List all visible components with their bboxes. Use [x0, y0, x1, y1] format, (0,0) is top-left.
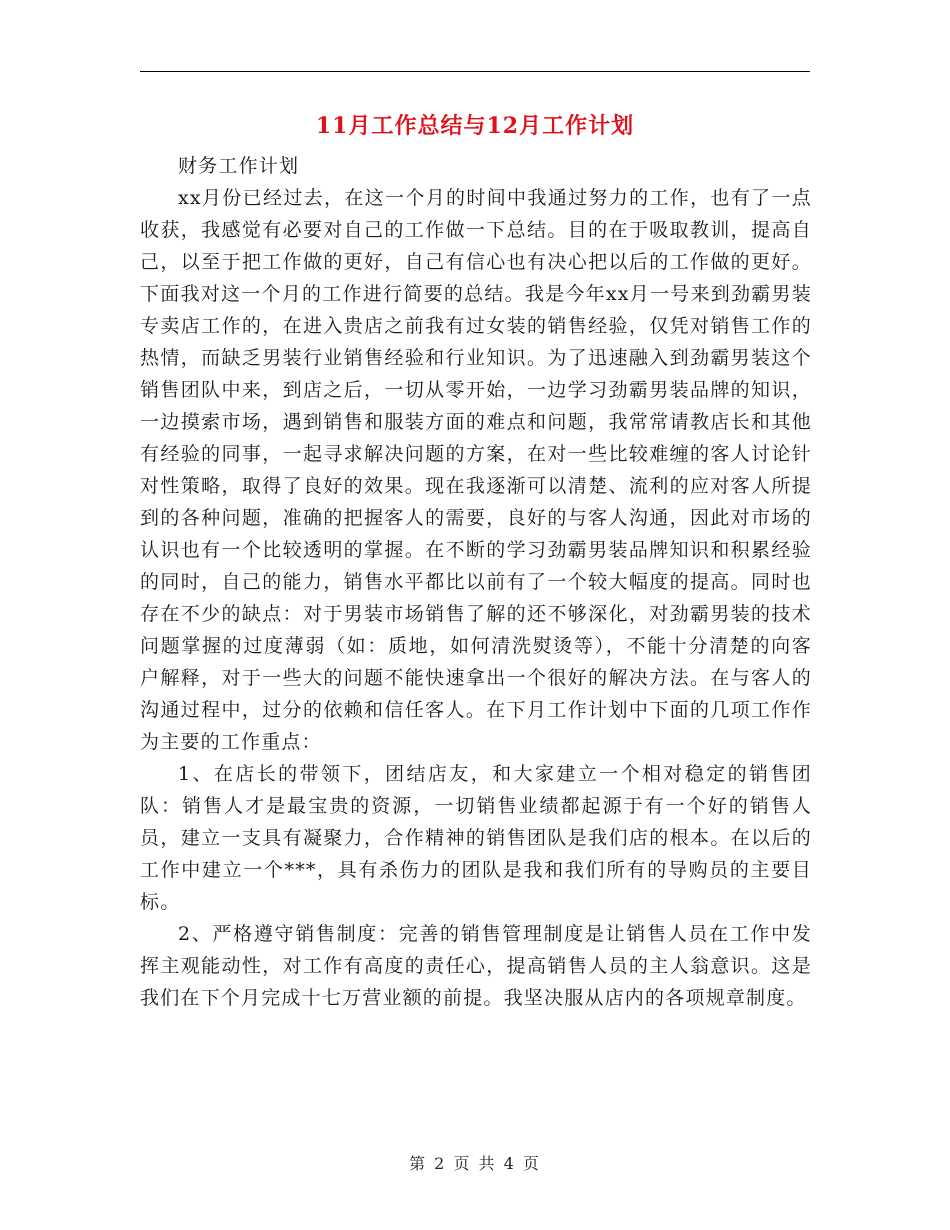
document-title: 11月工作总结与12月工作计划: [315, 113, 635, 139]
page-number-footer: 第 2 页 共 4 页: [409, 1154, 541, 1173]
section-heading: 财务工作计划: [178, 155, 300, 177]
document-body: [140, 150, 812, 1014]
body-paragraph-summary: xx月份已经过去，在这一个月的时间中我通过努力的工作，也有了一点收获，我感觉有必要对自己的工作做一下总结。目的在于吸取教训，提高自己，以至于把工作做的更好，自己有信心也有决心把以后的工作做的更好。下面我对这一个月的工作进行简要的总结。我是今年xx月一号来到劲霸男装专卖店工作的，在进入贵店之前我有过女装的销售经验，仅凭对销售工作的热情，而缺乏男装行业销售经验和行业知识。为了迅速融入到劲霸男装这个销售团队中来，到店之后，一切从零开始，一边学习劲霸男装品牌的知识，一边摸索市场，遇到销售和服装方面的难点和问题，我常常请教店长和其他有经验的同事，一起寻求解决问题的方案，在对一些比较难缠的客人讨论针对性策略，取得了良好的效果。现在我逐渐可以清楚、流利的应对客人所提到的各种问题，准确的把握客人的需要，良好的与客人沟通，因此对市场的认识也有一个比较透明的掌握。在不断的学习劲霸男装品牌知识和积累经验的同时，自己的能力，销售水平都比以前有了一个较大幅度的提高。同时也存在不少的缺点：对于男装市场销售了解的还不够深化，对劲霸男装的技术问题掌握的过度薄弱（如：质地，如何清洗熨烫等），不能十分清楚的向客户解释，对于一些大的问题不能快速拿出一个很好的解决方法。在与客人的沟通过程中，过分的依赖和信任客人。在下月工作计划中下面的几项工作作为主要的工作重点：: [140, 187, 812, 753]
body-paragraph-item-1: 1、在店长的带领下，团结店友，和大家建立一个相对稳定的销售团队：销售人才是最宝贵的资源，一切销售业绩都起源于有一个好的销售人员，建立一支具有凝聚力，合作精神的销售团队是我们店的根本。在以后的工作中建立一个***，具有杀伤力的团队是我和我们所有的导购员的主要目标。: [140, 763, 812, 913]
header-rule: [140, 71, 810, 72]
body-paragraph-item-2: 2、严格遵守销售制度：完善的销售管理制度是让销售人员在工作中发挥主观能动性，对工作有高度的责任心，提高销售人员的主人翁意识。这是我们在下个月完成十七万营业额的前提。我坚决服从店内的各项规章制度。: [140, 923, 812, 1009]
